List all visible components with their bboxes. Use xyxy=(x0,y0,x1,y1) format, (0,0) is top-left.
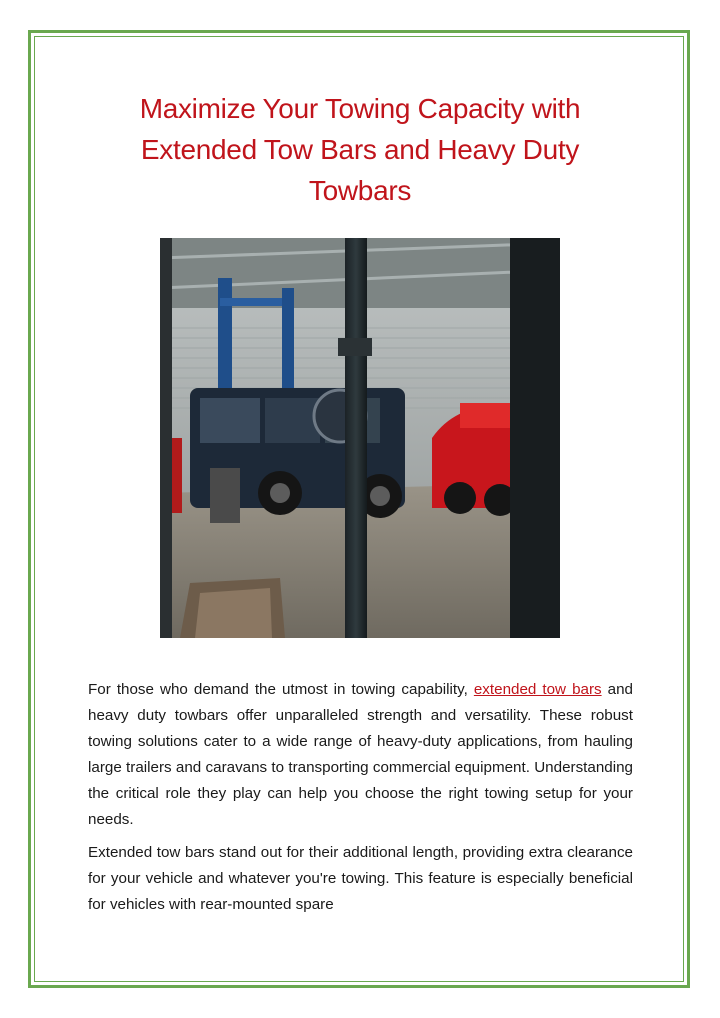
extended-tow-bars-link[interactable]: extended tow bars xyxy=(473,681,602,698)
title-line-3: Towbars xyxy=(308,175,412,206)
paragraph-1 xyxy=(88,677,633,833)
title-line-2: Extended Tow Bars and Heavy Duty xyxy=(140,134,580,165)
paragraph-2: Extended tow bars stand out for their additional length, providing extra clearance for your vehicle and whatever you're towing. This feature is especially beneficial for vehicles with rear-mounted spare xyxy=(88,844,633,913)
title-line-1: Maximize Your Towing Capacity with xyxy=(139,93,581,124)
garage-photo xyxy=(160,238,560,638)
paragraph-1-text-end: and heavy duty towbars offer unparalleled strength and versatility. These robust towing solutions cater to a wide range of heavy-duty applications, from hauling large trailers and caravans to transporting commercial equipment. Understanding the critical role they play can help you choose the right towing setup for your needs. xyxy=(88,681,633,828)
page-title xyxy=(60,88,660,211)
paragraph-1-text-start: For those who demand the utmost in towing capability, xyxy=(88,681,474,698)
